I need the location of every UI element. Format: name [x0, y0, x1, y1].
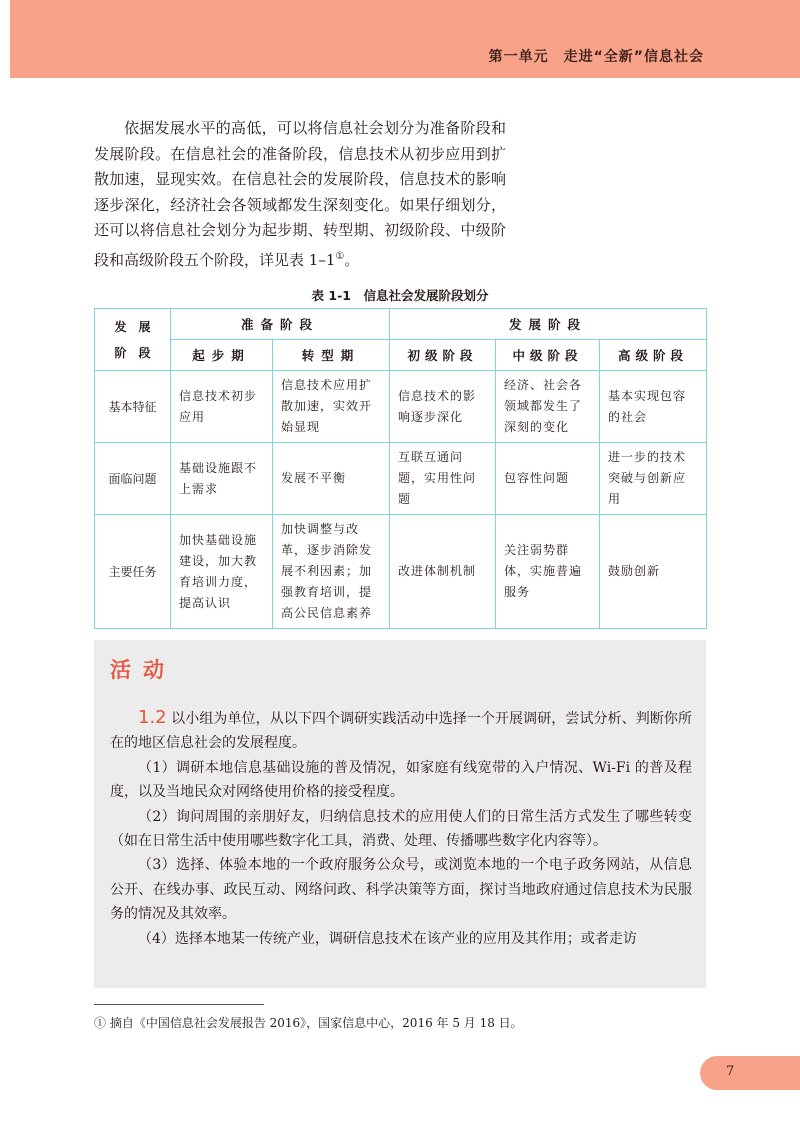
footnote-rule — [94, 1004, 264, 1005]
stage-header: 初级阶段 — [390, 340, 496, 371]
table-cell: 信息技术初步应用 — [171, 371, 273, 443]
group-header: 准备阶段 — [171, 309, 390, 340]
activity-intro-text: 以小组为单位，从以下四个调研实践活动中选择一个开展调研，尝试分析、判断你所在的地区信息社会的发展程度。 — [110, 711, 692, 752]
page-number-tab — [700, 1056, 800, 1090]
stage-header: 转型期 — [273, 340, 390, 371]
page-number: 7 — [726, 1064, 735, 1079]
stage-header: 高级阶段 — [600, 340, 707, 371]
table-header-row — [95, 309, 707, 340]
activity-item: （1）调研本地信息基础设施的普及情况，如家庭有线宽带的入户情况、Wi-Fi 的普及程度，以及当地民众对网络使用价格的接受程度。 — [110, 759, 692, 801]
activity-title: 活动 — [110, 658, 176, 682]
table-cell: 改进体制机制 — [390, 515, 496, 629]
stage-header: 中级阶段 — [496, 340, 600, 371]
table-cell: 信息技术应用扩散加速，实效开始显现 — [273, 371, 390, 443]
table-cell: 关注弱势群体，实施普遍服务 — [496, 515, 600, 629]
table-row — [95, 515, 707, 629]
intro-paragraph — [94, 116, 506, 273]
table-cell: 鼓励创新 — [600, 515, 707, 629]
intro-text: 依据发展水平的高低，可以将信息社会划分为准备阶段和发展阶段。在信息社会的准备阶段，信息技术从初步应用到扩散加速，显现实效。在信息社会的发展阶段，信息技术的影响逐步深化，经济社会各领域都发生深刻变化。如果仔细划分，还可以将信息社会划分为起步期、转型期、初级阶段、中级阶段和高级阶段五个阶段，详见表 1–1 — [94, 119, 506, 269]
header-band — [10, 0, 800, 78]
table-cell: 发展不平衡 — [273, 443, 390, 515]
table-row — [95, 371, 707, 443]
activity-item: （4）选择本地某一传统产业，调研信息技术在该产业的应用及其作用；或者走访 — [138, 930, 637, 947]
table-stage-row — [95, 340, 707, 371]
row-label: 主要任务 — [95, 515, 171, 629]
stages-table — [94, 308, 707, 629]
corner-label-line2: 阶 段 — [114, 345, 151, 360]
activity-item: （3）选择、体验本地的一个政府服务公众号，或浏览本地的一个电子政务网站，从信息公开、在线办事、政民互动、网络问政、科学决策等方面，探讨当地政府通过信息技术为民服务的情况及其效率。 — [110, 857, 692, 923]
table-cell: 经济、社会各领域都发生了深刻的变化 — [496, 371, 600, 443]
row-label: 基本特征 — [95, 371, 171, 443]
table-cell: 进一步的技术突破与创新应用 — [600, 443, 707, 515]
footnote: ① 摘自《中国信息社会发展报告 2016》，国家信息中心，2016 年 5 月 18 日。 — [94, 1016, 523, 1030]
table-cell: 互联互通问题，实用性问题 — [390, 443, 496, 515]
unit-title: 第一单元 走进“全新”信息社会 — [488, 49, 704, 65]
activity-box — [94, 640, 706, 988]
table-cell: 加快基础设施建设，加大教育培训力度，提高认识 — [171, 515, 273, 629]
table-cell: 包容性问题 — [496, 443, 600, 515]
intro-end: 。 — [344, 250, 360, 269]
table-cell: 加快调整与改革，逐步消除发展不利因素；加强教育培训，提高公民信息素养 — [273, 515, 390, 629]
table-cell: 信息技术的影响逐步深化 — [390, 371, 496, 443]
corner-header — [95, 309, 171, 371]
table-cell: 基本实现包容的社会 — [600, 371, 707, 443]
activity-intro — [110, 706, 692, 756]
activity-number: 1.2 — [138, 707, 167, 728]
row-label: 面临问题 — [95, 443, 171, 515]
activity-body — [110, 706, 692, 951]
table-row — [95, 443, 707, 515]
table-cell: 基础设施跟不上需求 — [171, 443, 273, 515]
footnote-mark: ① — [335, 250, 345, 262]
stage-header: 起步期 — [171, 340, 273, 371]
table-caption: 表 1-1 信息社会发展阶段划分 — [311, 288, 489, 303]
activity-item: （2）询问周围的亲朋好友，归纳信息技术的应用使人们的日常生活方式发生了哪些转变（如在日常生活中使用哪些数字化工具，消费、处理、传播哪些数字化内容等）。 — [110, 808, 692, 850]
corner-label-line1: 发 展 — [114, 319, 151, 334]
group-header: 发展阶段 — [390, 309, 707, 340]
